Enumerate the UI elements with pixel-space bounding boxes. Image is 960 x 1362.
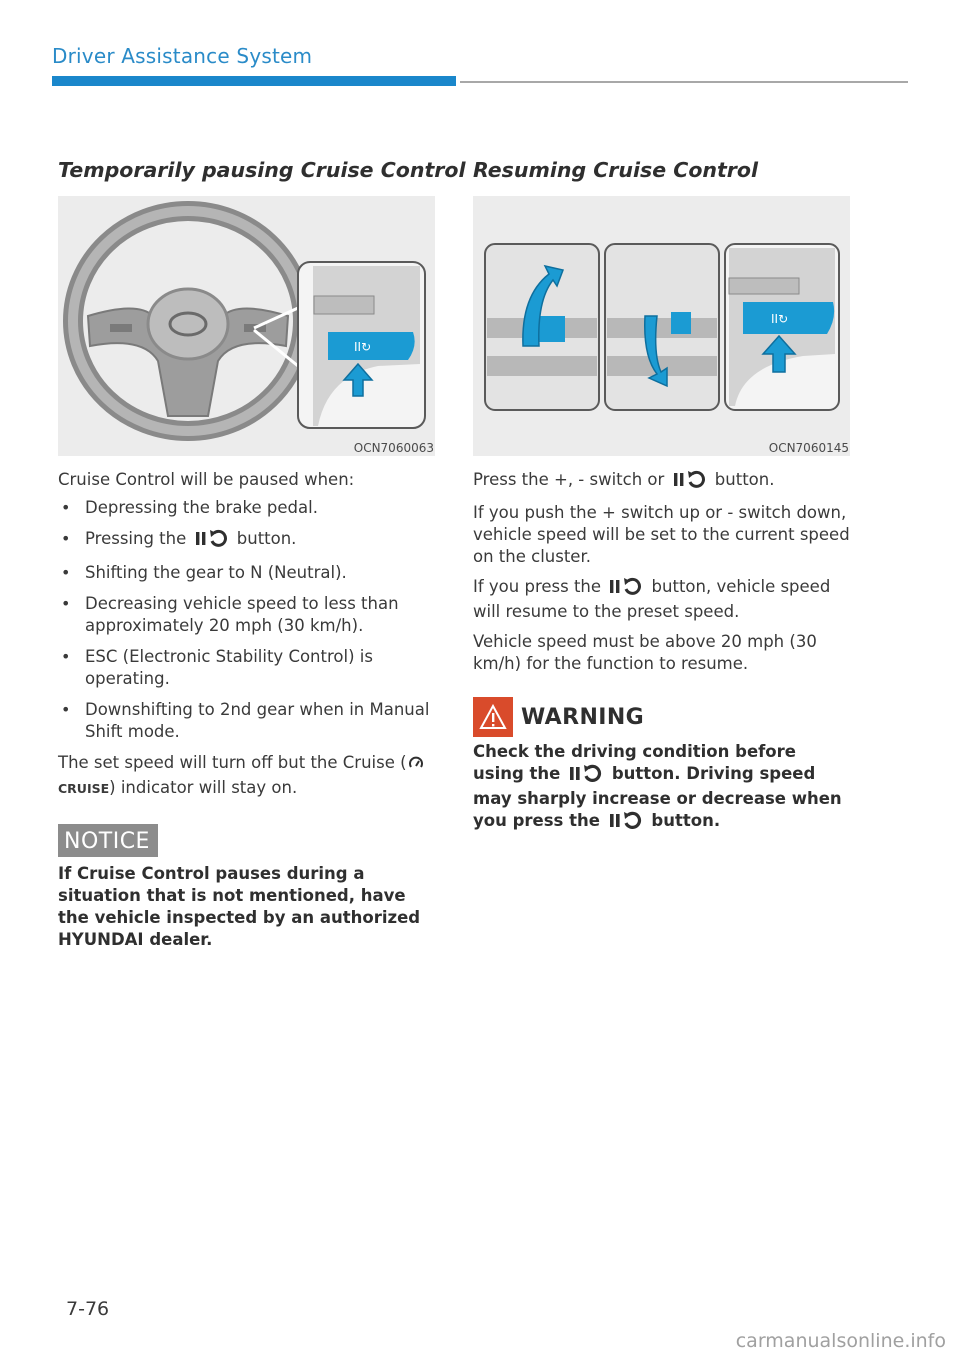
warning-triangle-icon [473, 697, 513, 737]
cruise-indicator-icon [409, 755, 423, 777]
paragraph-text: button, vehicle speed will resume to the preset speed. [473, 577, 831, 621]
list-item: • Decreasing vehicle speed to less than approximately 20 mph (30 km/h). [58, 593, 436, 637]
paragraph-text: Press the +, - switch or [473, 470, 670, 489]
svg-text:II↻: II↻ [771, 312, 789, 326]
warning-text-part: Check the driving condition before using the [473, 742, 796, 783]
steering-wheel-illustration [58, 196, 435, 456]
list-item-text: button. [231, 529, 297, 548]
set-speed-paragraph [58, 752, 436, 800]
warning-header [473, 697, 851, 737]
paragraph-text: button. [709, 470, 775, 489]
pause-conditions-list [58, 497, 436, 743]
list-item: • ESC (Electronic Stability Control) is operating. [58, 646, 436, 690]
warning-label: WARNING [521, 704, 645, 730]
figure-code: OCN7060063 [353, 441, 434, 455]
switch-up-panel [485, 244, 599, 410]
header-rule [460, 81, 908, 83]
pause-resume-icon [672, 470, 708, 494]
notice-label: NOTICE [58, 824, 158, 857]
list-item: • Depressing the brake pedal. [58, 497, 436, 519]
warning-text-part: button. Driving speed may sharply increase or decrease when you press the [473, 764, 842, 830]
warning-text [473, 741, 851, 835]
pause-resume-icon [194, 529, 230, 553]
steering-wheel-figure [58, 196, 435, 456]
resume-instructions [473, 469, 851, 494]
pause-intro: Cruise Control will be paused when: [58, 470, 355, 489]
page-number: 7-76 [66, 1298, 110, 1320]
pause-resume-icon [608, 811, 644, 835]
right-column [473, 158, 851, 835]
list-item: • Downshifting to 2nd gear when in Manual Shift mode. [58, 699, 436, 743]
list-item [58, 528, 436, 553]
list-item-text: Pressing the [85, 529, 192, 548]
resume-button-panel [725, 244, 839, 410]
list-item: • Shifting the gear to N (Neutral). [58, 562, 436, 584]
pause-resume-icon [568, 764, 604, 788]
section-header-title: Driver Assistance System [52, 44, 313, 68]
speed-requirement-paragraph: Vehicle speed must be above 20 mph (30 km/h) for the function to resume. [473, 632, 817, 673]
left-column [58, 158, 466, 951]
cruise-switch-figure [473, 196, 850, 456]
paragraph-text: ) indicator will stay on. [109, 778, 298, 797]
switch-down-panel [605, 244, 719, 410]
figure-code: OCN7060145 [768, 441, 849, 455]
header-rule-accent [52, 76, 456, 86]
cruise-switch-illustration [473, 196, 850, 456]
resume-section-title: Resuming Cruise Control [473, 158, 759, 182]
switch-paragraph: If you push the + switch up or - switch down, vehicle speed will be set to the current speed on the cluster. [473, 503, 850, 566]
watermark: carmanualsonline.info [735, 1330, 946, 1352]
cruise-indicator-label: CRUISE [58, 781, 110, 796]
pause-section-title: Temporarily pausing Cruise Control [58, 158, 466, 182]
notice-text: If Cruise Control pauses during a situation that is not mentioned, have the vehicle inspected by an authorized HYUNDAI dealer. [58, 864, 421, 949]
paragraph-text: The set speed will turn off but the Cruise ( [58, 753, 407, 772]
pause-resume-icon [608, 577, 644, 601]
paragraph-text: If you press the [473, 577, 607, 596]
resume-paragraph [473, 576, 851, 623]
svg-text:II↻: II↻ [354, 340, 372, 354]
warning-text-part: button. [645, 811, 721, 830]
